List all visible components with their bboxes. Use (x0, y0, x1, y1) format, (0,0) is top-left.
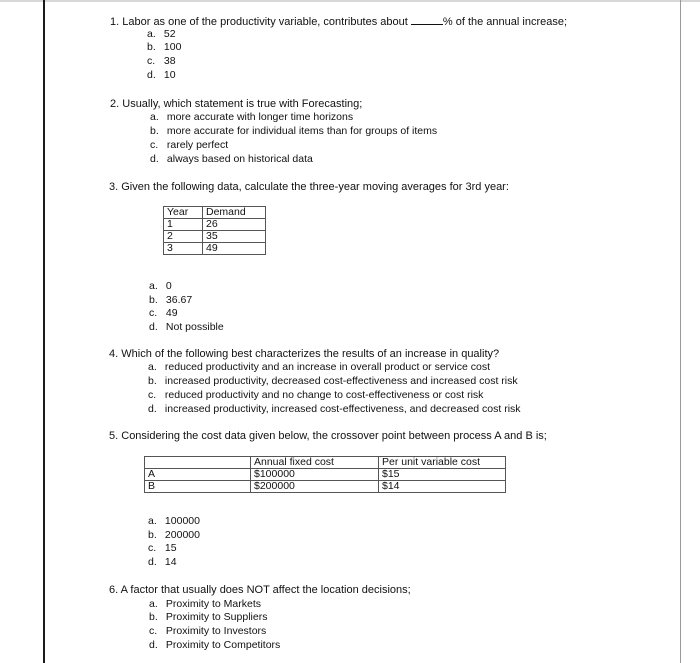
question-text-after: % of the annual increase; (442, 16, 568, 28)
option-5a: a. 100000 (148, 515, 200, 527)
question-text: Considering the cost data given below, the crossover point between process A and B is; (121, 430, 547, 442)
table-row (164, 219, 266, 231)
question-6 (109, 584, 411, 597)
question-number: 4. (109, 348, 119, 360)
table-header-cell: Year (164, 207, 203, 219)
option-2d: d. always based on historical data (150, 153, 313, 165)
question-text: Labor as one of the productivity variable, contributes about (122, 16, 408, 28)
option-3a: a. 0 (149, 280, 172, 292)
table-cell: $200000 (251, 481, 379, 493)
option-3d: d. Not possible (149, 321, 224, 333)
option-1a: a. 52 (147, 28, 176, 40)
option-2c: c. rarely perfect (150, 139, 229, 151)
table-cell: $15 (379, 469, 506, 481)
question-4 (109, 348, 499, 361)
option-5d: d. 14 (148, 556, 177, 568)
table-cell: $14 (379, 481, 506, 493)
table-cell: 1 (164, 219, 203, 231)
cost-table (144, 456, 506, 493)
option-4a: a. reduced productivity and an increase in overall product or service cost (148, 361, 491, 373)
table-cell: A (145, 469, 251, 481)
option-2b: b. more accurate for individual items than for groups of items (150, 125, 438, 137)
option-3c: c. 49 (149, 307, 178, 319)
question-text: Given the following data, calculate the three-year moving averages for 3rd year: (121, 181, 509, 193)
question-number: 5. (109, 430, 119, 442)
question-text: Which of the following best characterizes the results of an increase in quality? (121, 348, 500, 360)
option-6b: b. Proximity to Suppliers (149, 611, 268, 623)
question-number: 6. (109, 584, 119, 596)
option-4d: d. increased productivity, increased cost-effectiveness, and decreased cost risk (148, 403, 521, 415)
option-1d: d. 10 (147, 69, 176, 81)
option-1b: b. 100 (147, 41, 182, 53)
page-left-border (43, 0, 45, 663)
page-top-edge (0, 0, 700, 2)
table-row (164, 243, 266, 255)
question-number: 2. (110, 98, 120, 110)
option-6c: c. Proximity to Investors (149, 625, 267, 637)
table-cell: $100000 (251, 469, 379, 481)
question-text: Usually, which statement is true with Forecasting; (122, 98, 363, 110)
option-5c: c. 15 (148, 542, 177, 554)
table-row (145, 469, 506, 481)
question-2 (110, 98, 362, 111)
page-right-border (680, 0, 681, 663)
table-header-cell: Per unit variable cost (379, 457, 506, 469)
option-2a: a. more accurate with longer time horizons (150, 111, 354, 123)
table-cell: B (145, 481, 251, 493)
option-6d: d. Proximity to Competitors (149, 639, 281, 651)
demand-table (163, 206, 266, 255)
question-1 (110, 15, 567, 29)
option-6a: a. Proximity to Markets (149, 598, 262, 610)
question-5 (109, 430, 547, 443)
table-header-cell: Demand (203, 207, 266, 219)
table-header-row (164, 207, 266, 219)
table-cell: 2 (164, 231, 203, 243)
table-header-cell: Annual fixed cost (251, 457, 379, 469)
table-row (164, 231, 266, 243)
table-row (145, 481, 506, 493)
table-header-row (145, 457, 506, 469)
answer-blank (411, 15, 443, 25)
table-cell: 26 (203, 219, 266, 231)
option-1c: c. 38 (147, 55, 176, 67)
question-3 (109, 181, 509, 194)
table-header-cell (145, 457, 251, 469)
option-5b: b. 200000 (148, 529, 200, 541)
option-4b: b. increased productivity, decreased cost-effectiveness and increased cost risk (148, 375, 518, 387)
table-cell: 3 (164, 243, 203, 255)
option-3b: b. 36.67 (149, 294, 193, 306)
table-cell: 35 (203, 231, 266, 243)
question-text: A factor that usually does NOT affect the location decisions; (120, 584, 411, 596)
option-4c: c. reduced productivity and no change to cost-effectiveness or cost risk (148, 389, 484, 401)
question-number: 1. (110, 16, 120, 28)
table-cell: 49 (203, 243, 266, 255)
question-number: 3. (109, 181, 119, 193)
